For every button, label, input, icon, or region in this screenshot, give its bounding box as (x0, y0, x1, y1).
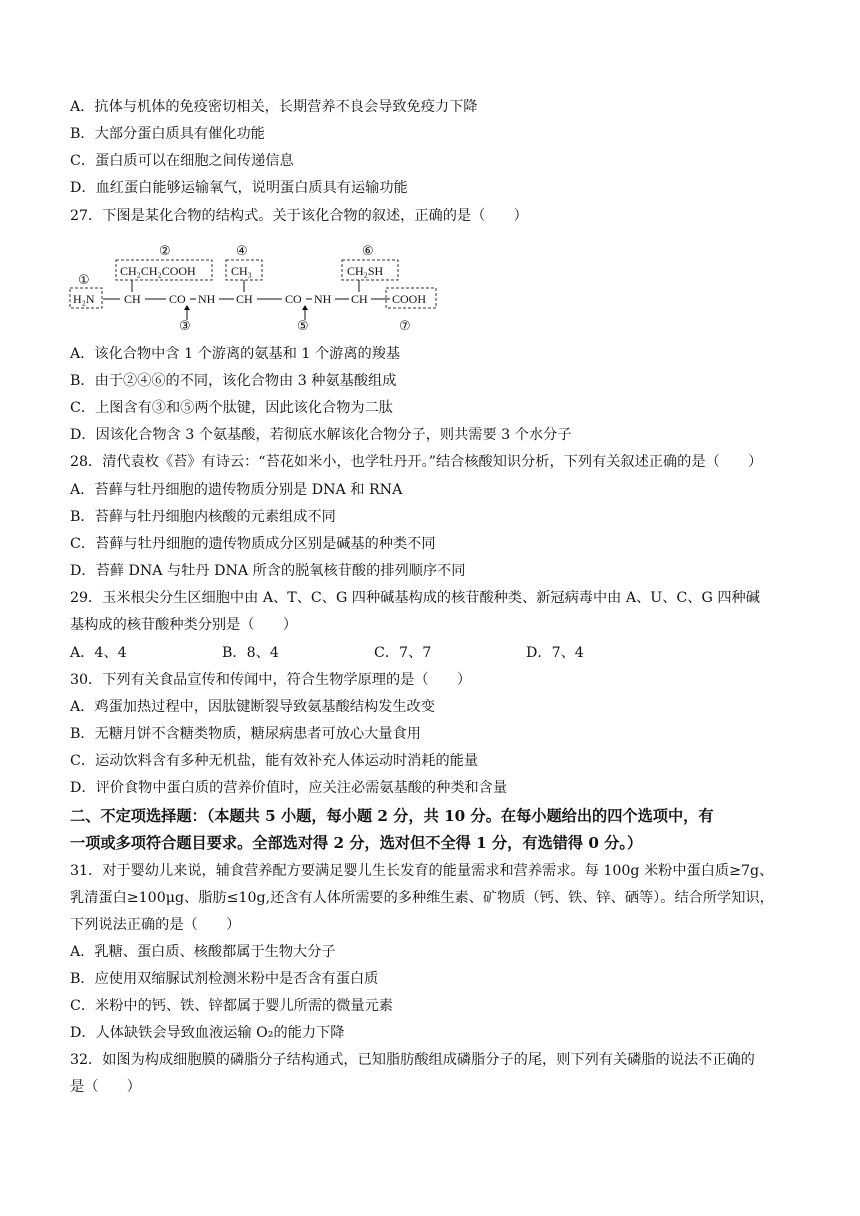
q29-option-c: C．7、7 (374, 645, 432, 661)
q28-stem: 28．清代袁枚《苔》有诗云：“苔花如米小，也学牡丹开。”结合核酸知识分析，下列有关叙述正确的是（ ） (70, 454, 763, 470)
q27-stem: 27．下图是某化合物的结构式。关于该化合物的叙述，正确的是（ ） (70, 208, 528, 224)
section-2-heading-line1: 二、不定项选择题：（本题共 5 小题，每小题 2 分，共 10 分。在每小题给出的四个选项中，有 (70, 807, 714, 825)
q31-stem-line1: 31．对于婴幼儿来说，辅食营养配方要满足婴儿生长发育的能量需求和营养需求。每 100g 米粉中蛋白质≥7g、 (70, 863, 774, 879)
q29-option-d: D．7、4 (526, 645, 584, 661)
backbone-ch-2: CH (236, 292, 253, 306)
q28-option-a: A．苔藓与牡丹细胞的遗传物质分别是 DNA 和 RNA (70, 482, 403, 498)
backbone-co-2: CO (285, 292, 302, 306)
label-3: ③ (179, 319, 191, 334)
q30-option-c: C．运动饮料含有多种无机盐，能有效补充人体运动时消耗的能量 (70, 753, 479, 769)
label-5: ⑤ (297, 319, 309, 334)
q32-stem-line2: 是（ ） (70, 1079, 141, 1095)
q29-option-a: A．4、4 (70, 645, 127, 661)
q26-option-b: B．大部分蛋白质具有催化功能 (70, 126, 265, 142)
q30-option-a: A．鸡蛋加热过程中，因肽键断裂导致氨基酸结构发生改变 (70, 699, 435, 715)
r-group-1: CH₂CH₂COOH (120, 264, 196, 278)
label-7: ⑦ (399, 319, 411, 334)
q31-option-c: C．米粉中的钙、铁、锌都属于婴儿所需的微量元素 (70, 998, 393, 1014)
backbone-ch-1: CH (124, 292, 141, 306)
q27-option-a: A．该化合物中含 1 个游离的氨基和 1 个游离的羧基 (70, 346, 401, 362)
q31-stem-line2: 乳清蛋白≥100μg、脂肪≤10g,还含有人体所需要的多种维生素、矿物质（钙、铁、锌、硒等）。结合所学知识， (70, 890, 774, 906)
q30-option-b: B．无糖月饼不含糖类物质，糖尿病患者可放心大量食用 (70, 726, 421, 742)
q29-stem-line2: 基构成的核苷酸种类分别是（ ） (70, 617, 298, 633)
q31-option-a: A．乳糖、蛋白质、核酸都属于生物大分子 (70, 944, 336, 960)
label-4: ④ (236, 244, 248, 259)
label-6: ⑥ (362, 244, 374, 259)
q26-option-c: C．蛋白质可以在细胞之间传递信息 (70, 153, 294, 169)
q29-options (70, 643, 678, 663)
backbone-co-1: CO (169, 292, 186, 306)
q31-option-b: B．应使用双缩脲试剂检测米粉中是否含有蛋白质 (70, 971, 379, 987)
backbone-nh-1: NH (198, 292, 216, 306)
r-group-2: CH₃ (231, 264, 252, 278)
r-group-3: CH₂SH (347, 264, 384, 278)
q29-option-b: B．8、4 (222, 645, 279, 661)
carboxyl-group: COOH (392, 292, 427, 306)
q28-option-d: D．苔藓 DNA 与牡丹 DNA 所含的脱氧核苷酸的排列顺序不同 (70, 563, 466, 579)
q30-option-d: D．评价食物中蛋白质的营养价值时，应关注必需氨基酸的种类和含量 (70, 780, 508, 796)
label-2: ② (159, 244, 171, 259)
q28-option-b: B．苔藓与牡丹细胞内核酸的元素组成不同 (70, 509, 336, 525)
q27-option-b: B．由于②④⑥的不同，该化合物由 3 种氨基酸组成 (70, 373, 397, 389)
q31-option-d: D．人体缺铁会导致血液运输 O₂的能力下降 (70, 1025, 345, 1041)
arrowhead-5 (302, 305, 308, 310)
amino-group: H₂N (73, 292, 95, 306)
q27-option-d: D．因该化合物含 3 个氨基酸，若彻底水解该化合物分子，则共需要 3 个水分子 (70, 427, 572, 443)
q26-option-d: D．血红蛋白能够运输氧气，说明蛋白质具有运输功能 (70, 180, 408, 196)
q28-option-c: C．苔藓与牡丹细胞的遗传物质成分区别是碱基的种类不同 (70, 536, 436, 552)
q29-stem-line1: 29．玉米根尖分生区细胞中由 A、T、C、G 四种碱基构成的核苷酸种类、新冠病毒中由 A、U、C、G 四种碱 (70, 590, 760, 606)
q27-option-c: C．上图含有③和⑤两个肽键，因此该化合物为二肽 (70, 400, 393, 416)
q30-stem: 30．下列有关食品宣传和传闻中，符合生物学原理的是（ ） (70, 672, 472, 688)
q26-option-a: A．抗体与机体的免疫密切相关，长期营养不良会导致免疫力下降 (70, 99, 478, 115)
q31-stem-line3: 下列说法正确的是（ ） (70, 917, 241, 933)
structural-formula (68, 244, 448, 336)
backbone-nh-2: NH (314, 292, 332, 306)
label-1: ① (78, 273, 90, 288)
backbone-ch-3: CH (351, 292, 368, 306)
section-2-heading-line2: 一项或多项符合题目要求。全部选对得 2 分，选对但不全得 1 分，有选错得 0 分。） (70, 834, 643, 852)
q32-stem-line1: 32．如图为构成细胞膜的磷脂分子结构通式，已知脂肪酸组成磷脂分子的尾，则下列有关磷脂的说法不正确的 (70, 1052, 755, 1068)
